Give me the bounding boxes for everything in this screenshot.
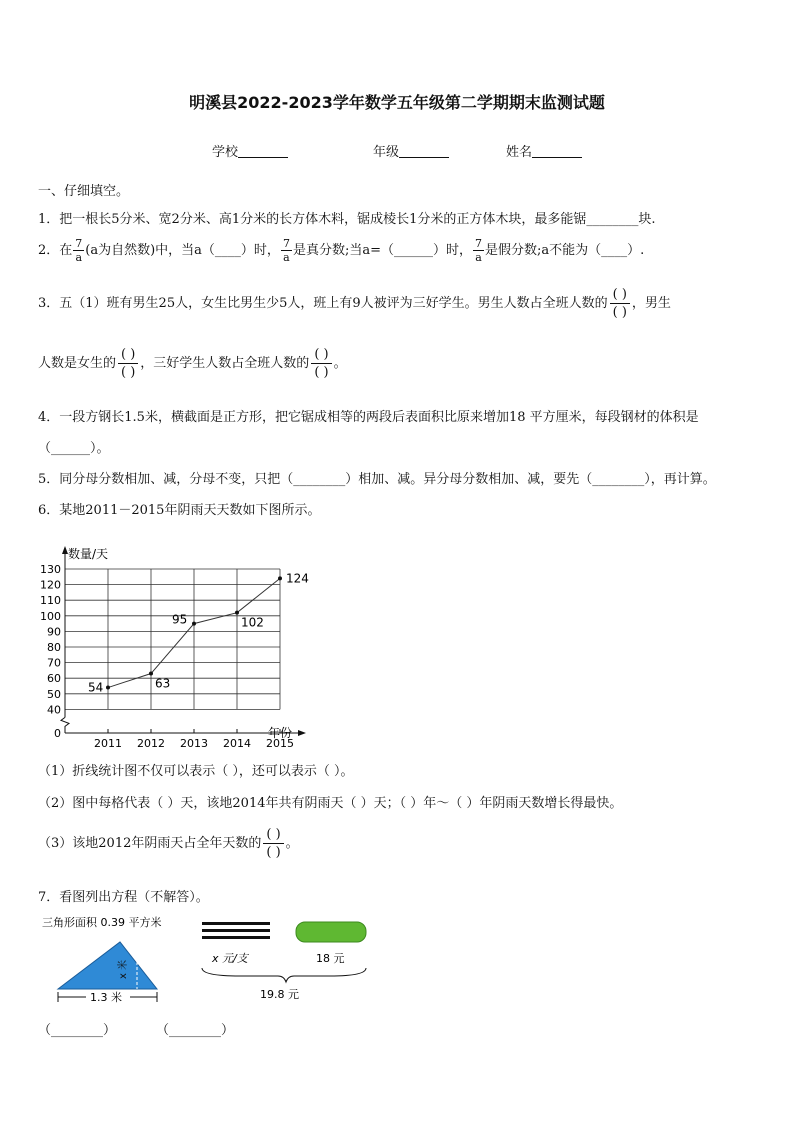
q3-text: 人数是女生的	[38, 356, 117, 371]
x-tick-label: 2011	[94, 737, 122, 750]
y-tick-label: 90	[47, 625, 61, 639]
answer-fraction[interactable]: ( ) ( )	[118, 346, 138, 381]
y-tick-label: 0	[54, 727, 61, 740]
height-label: x 米	[118, 959, 129, 979]
x-tick-label: 2013	[180, 737, 208, 750]
x-tick-label: 2012	[137, 737, 165, 750]
question-3-line1	[38, 286, 671, 321]
y-tick-label: 70	[47, 656, 61, 670]
question-2	[38, 238, 644, 263]
fraction-7-a: $\frac{7}{a}$	[474, 237, 482, 264]
name-field	[506, 141, 582, 160]
question-4-line2: （______）。	[38, 441, 110, 456]
data-point	[235, 611, 239, 615]
grade-label: 年级	[373, 145, 400, 160]
answer-blank-1[interactable]: （________）	[38, 1023, 117, 1038]
total-label: 19.8 元	[260, 988, 299, 1001]
name-label: 姓名	[506, 145, 533, 160]
fraction-7-a: $\frac{7}{a}$	[75, 237, 83, 264]
line-chart	[30, 540, 320, 750]
chart-x-label: 年份	[268, 726, 293, 740]
page-title: 明溪县2022-2023学年数学五年级第二学期期末监测试题	[189, 93, 605, 112]
y-tick-label: 100	[40, 609, 61, 623]
question-6: 6．某地2011－2015年阴雨天天数如下图所示。	[38, 503, 321, 518]
answer-fraction[interactable]: ( ) ( )	[263, 826, 283, 861]
data-point	[278, 576, 282, 580]
grade-blank[interactable]	[399, 145, 449, 158]
q2-part3: 是假分数;a不能为（____）.	[484, 243, 645, 258]
fraction-7-a: $\frac{7}{a}$	[282, 237, 290, 264]
data-point	[192, 622, 196, 626]
data-label: 63	[155, 676, 171, 691]
data-label: 102	[241, 615, 264, 630]
axis-break	[61, 717, 69, 733]
q3-text-end: ，男生	[631, 296, 671, 311]
y-tick-label: 110	[40, 594, 61, 608]
q6-sub3-end: 。	[285, 836, 299, 851]
y-tick-label: 40	[47, 703, 61, 717]
answer-blank-2[interactable]: （________）	[156, 1023, 235, 1038]
q3-text: 3．五（1）班有男生25人，女生比男生少5人，班上有9人被评为三好学生。男生人数占全班人数的	[38, 296, 608, 311]
chart-y-ticks	[40, 563, 61, 740]
question-3-line2	[38, 346, 347, 381]
school-blank[interactable]	[238, 145, 288, 158]
x-tick-label: 2014	[223, 737, 251, 750]
chart-grid	[61, 546, 306, 736]
question-6-sub3	[38, 826, 299, 861]
y-tick-label: 120	[40, 578, 61, 592]
q3-text-end: 。	[333, 356, 347, 371]
x-axis-arrow	[298, 730, 306, 736]
q2-part2: 是真分数;当a=（______）时，	[292, 243, 472, 258]
pencil-icon	[202, 936, 270, 939]
data-label: 95	[172, 612, 188, 627]
chart-points	[88, 571, 309, 694]
chart-x-ticks	[94, 737, 294, 750]
triangle-shape	[58, 942, 157, 989]
school-field	[212, 141, 288, 160]
pencil-icon	[202, 922, 270, 925]
y-tick-label: 60	[47, 672, 61, 686]
question-6-sub1: （1）折线统计图不仅可以表示（ ），还可以表示（ ）。	[38, 764, 354, 779]
grade-field	[373, 141, 449, 160]
y-tick-label: 50	[47, 687, 61, 701]
total-brace	[202, 968, 366, 982]
price-label: x 元/支	[212, 952, 248, 965]
pencil-icon	[202, 929, 270, 932]
q2-part1: (a为自然数)中，当a（____）时，	[85, 243, 280, 258]
school-label: 学校	[212, 145, 239, 160]
y-tick-label: 80	[47, 641, 61, 654]
question-1: 1．把一根长5分米、宽2分米、高1分米的长方体木料，锯成棱长1分米的正方体木块，最多能锯________块.	[38, 212, 656, 227]
question-5: 5．同分母分数相加、减，分母不变，只把（________）相加、减。异分母分数相加、减，要先（________），再计算。	[38, 472, 716, 487]
answer-fraction[interactable]: ( ) ( )	[610, 286, 630, 321]
data-point	[106, 686, 110, 690]
name-blank[interactable]	[532, 145, 582, 158]
q6-sub3-text: （3）该地2012年阴雨天占全年天数的	[38, 836, 262, 851]
data-label: 124	[286, 571, 309, 586]
q2-number: 2．在	[38, 243, 73, 258]
x-tick-label: 2015	[266, 737, 294, 750]
q7-figures	[40, 912, 380, 1012]
question-6-sub2: （2）图中每格代表（ ）天，该地2014年共有阴雨天（ ）天；（ ）年～（ ）年阴雨天数增长得最快。	[38, 796, 623, 811]
box-price-label: 18 元	[316, 952, 345, 965]
section-heading: 一、仔细填空。	[38, 184, 130, 199]
question-7: 7．看图列出方程（不解答）。	[38, 890, 209, 905]
pencil-box-icon	[296, 922, 366, 942]
data-label: 54	[88, 680, 104, 695]
q3-text: ，三好学生人数占全班人数的	[140, 356, 310, 371]
base-label: 1.3 米	[90, 991, 122, 1004]
question-4-line1: 4．一段方钢长1.5米，横截面是正方形，把它锯成相等的两段后表面积比原来增加18 平方厘米，每段钢材的体积是	[38, 410, 699, 425]
answer-fraction[interactable]: ( ) ( )	[311, 346, 331, 381]
data-point	[149, 672, 153, 676]
y-tick-label: 130	[40, 563, 61, 576]
chart-y-label: 数量/天	[68, 547, 109, 561]
triangle-area-label: 三角形面积 0.39 平方米	[42, 916, 162, 929]
